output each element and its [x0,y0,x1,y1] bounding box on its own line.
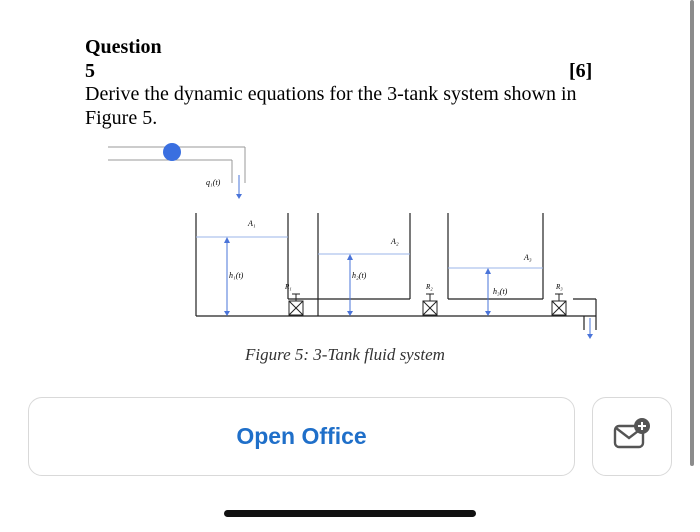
question-number: 5 [85,60,95,82]
open-office-button[interactable] [28,397,575,476]
tank-1 [196,213,288,316]
tank-1-area-label: A₁ [248,219,256,228]
mail-add-button[interactable] [592,397,672,476]
valve-r1 [289,294,303,315]
question-marks: [6] [569,60,593,82]
h1-label: h₁(t) [229,271,244,280]
inflow-valve-knob [163,143,181,161]
mail-add-icon [612,416,652,457]
tank-2 [318,213,410,316]
valve-r3 [552,294,566,315]
question-heading: Question [85,36,162,58]
home-indicator[interactable] [224,510,476,517]
r3-label: R₃ [556,283,563,291]
h3-label: h₃(t) [493,287,508,296]
r1-label: R₁ [285,283,292,291]
open-office-label: Open Office [236,423,367,449]
valve-r2 [423,294,437,315]
figure-caption: Figure 5: 3-Tank fluid system [245,345,445,364]
r2-label: R₂ [426,283,433,291]
outflow-arrow [587,318,593,339]
inflow-arrow [236,175,242,199]
scrollbar[interactable] [690,0,694,466]
tank-3-area-label: A₃ [524,253,532,262]
bottom-pipes [196,299,596,330]
inflow-label: q₁(t) [206,178,221,187]
question-text: Derive the dynamic equations for the 3-tank system shown in Figure 5. [85,83,577,129]
h2-label: h₂(t) [352,271,367,280]
tank-2-area-label: A₂ [391,237,399,246]
